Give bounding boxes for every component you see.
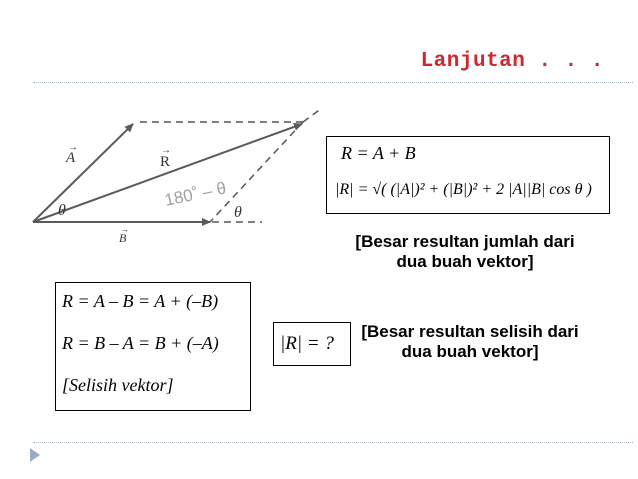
slide-title: Lanjutan . . . bbox=[420, 50, 604, 73]
angle-180-minus-theta-label: 180˚ – θ bbox=[162, 178, 228, 210]
angle-theta-label: θ bbox=[58, 202, 66, 219]
vector-a-label-arrow-icon: → bbox=[68, 142, 78, 153]
difference-equation-1: R = A – B = A + (–B) bbox=[62, 291, 219, 311]
sum-formula-box bbox=[326, 136, 610, 214]
vector-r-label: R bbox=[160, 154, 171, 170]
slide-bullet-arrow-icon bbox=[30, 448, 40, 462]
vector-parallelogram-diagram bbox=[0, 0, 360, 270]
dashed-side-right bbox=[210, 122, 303, 222]
vector-b-label: B bbox=[119, 231, 127, 245]
vector-r-label-arrow-icon: → bbox=[161, 145, 171, 156]
difference-formula-box bbox=[55, 282, 251, 411]
difference-equation-2: R = B – A = B + (–A) bbox=[62, 333, 219, 353]
magnitude-question: |R| = ? bbox=[280, 333, 334, 354]
magnitude-question-box bbox=[273, 322, 351, 366]
vector-a-label: A bbox=[66, 150, 76, 166]
sum-vector-equation: R = A + B bbox=[341, 143, 416, 163]
vector-b-label-arrow-icon: → bbox=[120, 224, 129, 234]
sum-magnitude-equation: |R| = √( (|A|)² + (|B|)² + 2 |A||B| cos θ ) bbox=[335, 181, 592, 198]
angle-theta-right-label: θ bbox=[234, 204, 242, 221]
footer-divider bbox=[33, 442, 633, 443]
dashed-extension-r bbox=[303, 108, 322, 122]
difference-label: [Selisih vektor] bbox=[62, 375, 174, 395]
vector-a-arrow bbox=[33, 124, 133, 222]
difference-caption: [Besar resultan selisih dari dua buah vektor] bbox=[361, 322, 579, 361]
sum-caption: [Besar resultan jumlah dari dua buah vektor] bbox=[355, 232, 575, 271]
